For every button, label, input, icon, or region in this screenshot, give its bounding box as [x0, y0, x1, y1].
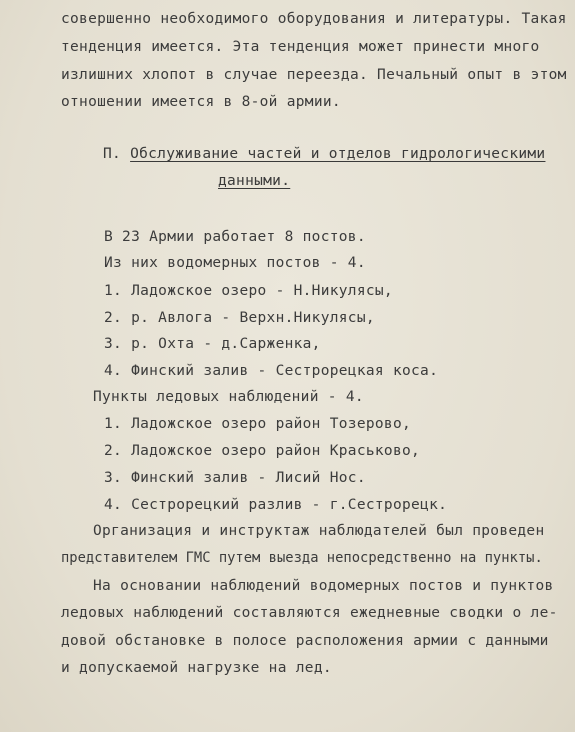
section-heading-line1: [103, 145, 545, 163]
text-line: На основании наблюдений водомерных постов и пунктов: [93, 578, 554, 594]
section-title-part2: данными.: [218, 173, 291, 189]
list-item: 4. Финский залив - Сестрорецкая коса.: [104, 363, 439, 379]
list-item: 3. Финский залив - Лисий Нос.: [104, 470, 366, 486]
text-line: и допускаемой нагрузке на лед.: [61, 660, 332, 676]
text-line: тенденция имеется. Эта тенденция может принести много: [61, 39, 540, 55]
section-title-part1: Обслуживание частей и отделов гидрологическими: [130, 146, 546, 162]
list-item: 3. р. Охта - д.Сарженка,: [104, 336, 321, 352]
text-line: Из них водомерных постов - 4.: [104, 255, 366, 271]
list-item: 1. Ладожское озеро - Н.Никулясы,: [104, 283, 393, 299]
list-item: 1. Ладожское озеро район Тозерово,: [104, 416, 412, 432]
list-item: 4. Сестрорецкий разлив - г.Сестрорецк.: [104, 497, 448, 513]
section-heading-line2: [218, 172, 290, 190]
text-line: излишних хлопот в случае переезда. Печальный опыт в этом: [61, 67, 567, 83]
text-line: представителем ГМС путем выезда непосредственно на пункты.: [61, 550, 543, 566]
text-line: ледовых наблюдений составляются ежедневные сводки о ле-: [61, 605, 558, 621]
section-number: П.: [103, 146, 122, 162]
text-line: отношении имеется в 8-ой армии.: [61, 94, 341, 110]
text-line: довой обстановке в полосе расположения армии с данными: [61, 633, 549, 649]
text-line: Организация и инструктаж наблюдателей был проведен: [93, 523, 545, 539]
text-line: Пункты ледовых наблюдений - 4.: [93, 389, 364, 405]
text-line: В 23 Армии работает 8 постов.: [104, 229, 366, 245]
list-item: 2. р. Авлога - Верхн.Никулясы,: [104, 310, 375, 326]
text-line: совершенно необходимого оборудования и литературы. Такая: [61, 11, 567, 27]
list-item: 2. Ладожское озеро район Краськово,: [104, 443, 421, 459]
